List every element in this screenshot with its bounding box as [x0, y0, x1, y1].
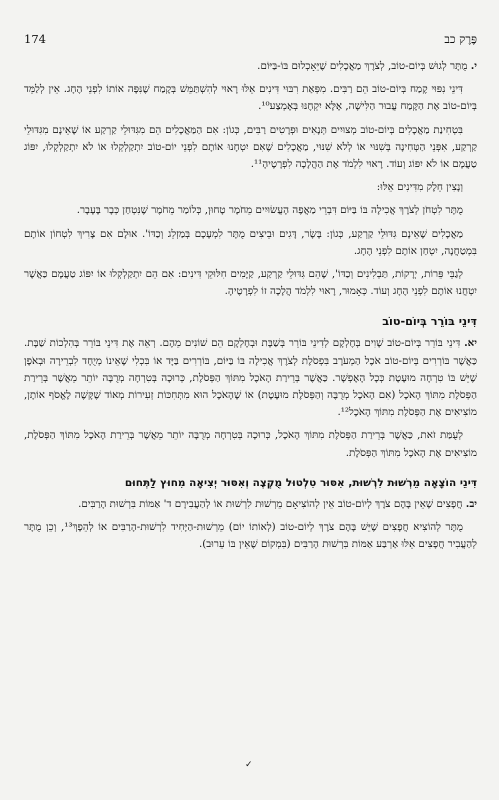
paragraph-10: י. מֻתָּר לְגוּשׁ בְּיוֹם-טוֹב, לְצֹרֶךְ מַאֲכָלִים שֶׁיֵּאָכְלוּם בּוֹ-בַּיּוֹם. [257, 60, 477, 72]
page-number: 174 [24, 32, 46, 46]
paragraph: מַאֲכָלִים שֶׁאֵינָם גִּדּוּלֵי קַרְקַע, כְּגוֹן: בָּשָׂר, דָּגִים וּבֵיצִים מֻתָּר לִמְעָכָם בְּמַזְלֵג וְכַדּוֹ'. אוּלָם אִם צָרִיךְ לִטְחוֹן אוֹתָם בִּמְטַחֲנָה, יִטְחַן אוֹתָם לִפְנֵי הֶחָג. [24, 227, 477, 257]
paragraph: דִּינֵי נִפּוּי קֶמַח בְּיוֹם-טוֹב הֵם רַבִּים. מִפְּאַת רִבּוּי דִּינִים אֵלּוּ רָאוּי לְהִשְׁתַּמֵּשׁ בְּקֶמַח שֶׁנִּפָּה אוֹתוֹ לִפְנֵי הֶחָג. אֵין לְלַמֵּד בְּיוֹם-טוֹב אֶת הַקֶּמַח עֲבוּר הַלִּישָׁה, אֶלָּא יִקְחֶנּוּ בְּאֶמְצַע¹⁰. [24, 83, 477, 113]
paragraph: לְעֻמַּת זֹאת, כַּאֲשֶׁר בְּרֵירַת הַפְּסֹלֶת מִתּוֹךְ הָאֹכֶל, כְּרוּכָה בְּטִרְחָה מְרֻבָּה יוֹתֵר מֵאֲשֶׁר בְּרֵירַת הָאֹכֶל מִתּוֹךְ הַפְּסֹלֶת, מוֹצִיאִים אֶת הָאֹכֶל מִתּוֹךְ הַפְּסֹלֶת. [24, 429, 477, 459]
chapter-title: פֶּרֶק כב [444, 32, 477, 46]
page-header [24, 32, 477, 46]
paragraph: בִּטְחִינַת מַאֲכָלִים בְּיוֹם-טוֹב מְצוּיִים תְּנָאִים וּפְרָטִים רַבִּים, כְּגוֹן: אִם הַמַּאֲכָלִים הֵם מִגִּדּוּלֵי קַרְקַע אוֹ שֶׁאֵינָם מִגִּדּוּלֵי קַרְקַע, אִפְּנֵי הַטְּחִינָה בְּשִׁנּוּי אוֹ לְלֹא שִׁנּוּי, מַאֲכָלִים שֶׁאִם יִטְחָנוּ אוֹתָם לִפְנֵי יוֹם-טוֹב יִתְקַלְקְלוּ אוֹ לֹא יִתְקַלְקְלוּ, יִפּוֹג טַעֲמָם אוֹ לֹא יִפּוֹג וְעוֹד. רָאוּי לִלְמֹד אֶת הַהֲלָכָה לִפְרָטֶיהָ¹¹. [24, 123, 477, 171]
section-heading-borer: דִּינֵי בּוֹרֵר בְּיוֹם-טוֹב [382, 315, 477, 329]
paragraph: וְנָצִין חֵלֶק מִדִּינִים אֵלּוּ: [376, 181, 463, 194]
paragraph-11: יא. דִּינֵי בּוֹרֵר בְּיוֹם-טוֹב שָׁוִים בְּחֶלְקָם לְדִינֵי בּוֹרֵר בְּשַׁבָּת וּבְחֶלְקָם הֵם שׁוֹנִים מֵהֶם. רְאֵה אֶת דִּינֵי בּוֹרֵר בְּהִלְכוֹת שַׁבָּת. כַּאֲשֶׁר בּוֹרְרִים בְּיוֹם-טוֹב אֹכֶל הַמְעֹרָב בִּפְסֹלֶת לְצֹרֶךְ אֲכִילָה בּוֹ בַּיּוֹם, בּוֹרְרִים בַּיָּד אוֹ בִּכְלִי שֶׁאֵינוֹ מְיֻחָד לִבְרֵירָה וּבְאֹפֶן שֶׁיֵּשׁ בּוֹ טִרְחָה מוּעֶטֶת כְּכָל הָאֶפְשָׁר. כַּאֲשֶׁר בְּרֵירַת הָאֹכֶל מִתּוֹךְ הַפְּסֹלֶת, כְּרוּכָה בְּטִרְחָה מְרֻבָּה יוֹתֵר מֵאֲשֶׁר בְּרֵירַת הַפְּסֹלֶת מִתּוֹךְ הָאֹכֶל (אִם הָאֹכֶל מְרֻבֶּה וְהַפְּסֹלֶת מוּעֶטֶת) אוֹ שֶׁהָאֹכֶל הוּא מִתְּחִכּוֹת זְעִירוֹת מְאוֹד שֶׁקָּשֶׁה לֶאֱסֹף אוֹתָן, מוֹצִיאִים אֶת הַפְּסֹלֶת מִתּוֹךְ הָאֹכֶל¹². [24, 337, 477, 419]
paragraph: מֻתָּר לְהוֹצִיא חֲפָצִים שֶׁיֵּשׁ בָּהֶם צֹרֶךְ לְיוֹם-טוֹב (לְאוֹתוֹ יוֹם) מֵרְשׁוּת-הַיָּחִיד לִרְשׁוּת-הָרַבִּים אוֹ לְהֵפֶךְ¹³, וְכֵן מֻתָּר לְהַעֲבִיר חֲפָצִים אֵלּוּ אַרְבַּע אַמּוֹת בִּרְשׁוּת הָרַבִּים (בִּמְקוֹם שֶׁאֵין בּוֹ עֵרוּב). [24, 521, 477, 551]
paragraph-12: יב. חֲפָצִים שֶׁאֵין בָּהֶם צֹרֶךְ לְיוֹם-טוֹב אֵין לְהוֹצִיאָם מֵרְשׁוּת לִרְשׁוּת אוֹ לְהַעֲבִירָם ד' אַמּוֹת בִּרְשׁוּת הָרַבִּים. [78, 497, 477, 510]
section-heading-hotzaa: דִּינֵי הוֹצָאָה מֵרְשׁוּת לִרְשׁוּת, אִסּוּר טִלְטוּל מֻקְצֶה וְאִסּוּר יְצִיאָה מִחוּץ לַתְּחוּם [124, 476, 477, 489]
check-mark-icon: ✓ [245, 760, 253, 770]
paragraph: לְגַבֵּי פֵּרוֹת, יְרָקוֹת, תַּבְלִינִים וְכַדּוֹ', שֶׁהֵם גִּדּוּלֵי קַרְקַע, קַיָּמִים חִלּוּקֵי דִּינִים: אִם הֵם יִתְקַלְקְלוּ אוֹ יִפּוֹג טַעֲמָם כַּאֲשֶׁר יִטְחֲנוּ אוֹתָם לִפְנֵי הֶחָג וְעוֹד. כְּאָמוּר, רָאוּי לִלְמֹד הֲלָכָה זוֹ לִפְרָטֶיהָ. [24, 268, 477, 298]
paragraph: מֻתָּר לִטְחֹן לְצֹרֶךְ אֲכִילָה בּוֹ בַּיּוֹם דִּבְרֵי מַאֲפֶה הָעֲשׂוּיִים מֵחֹמֶר טָחוּן, כְּלוֹמַר מֵחֹמֶר שֶׁנִּטְחַן כְּבָר בֶּעָבָר. [76, 204, 463, 217]
